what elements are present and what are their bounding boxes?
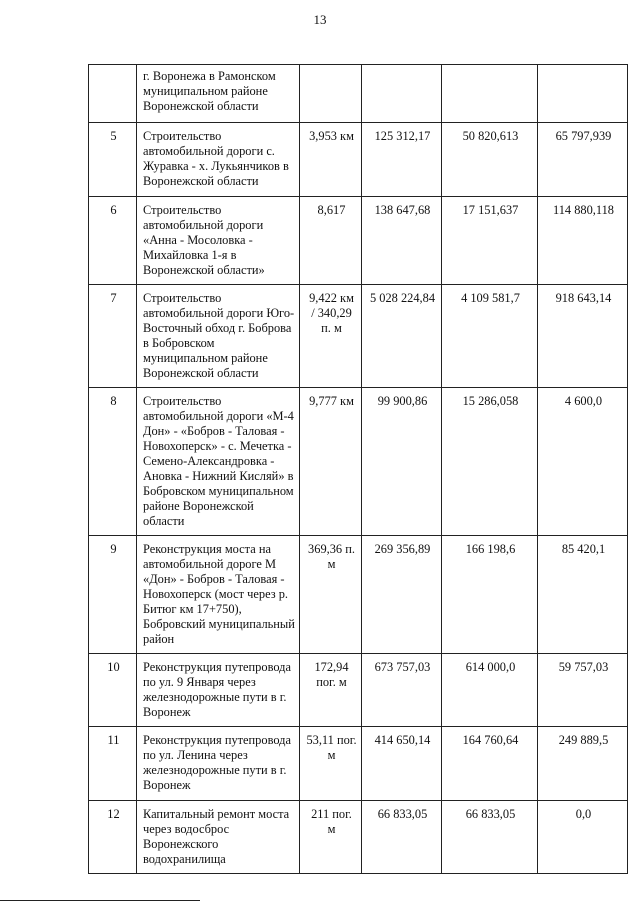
page-number: 13 bbox=[313, 12, 327, 27]
total-cost: 138 647,68 bbox=[362, 197, 442, 285]
table-row bbox=[89, 654, 628, 727]
table-row bbox=[89, 197, 628, 285]
table-row bbox=[89, 285, 628, 388]
object-name: Реконструкция путепровода по ул. Ленина через железнодорожные пути в г. Воронеж bbox=[137, 727, 300, 801]
total-cost: 673 757,03 bbox=[362, 654, 442, 727]
cost-part-b: 59 757,03 bbox=[538, 654, 628, 727]
cost-part-a: 15 286,058 bbox=[442, 388, 538, 536]
cost-part-a: 4 109 581,7 bbox=[442, 285, 538, 388]
object-name: г. Воронежа в Рамонском муниципальном районе Воронежской области bbox=[137, 65, 300, 123]
total-cost: 99 900,86 bbox=[362, 388, 442, 536]
total-cost: 269 356,89 bbox=[362, 536, 442, 654]
cost-part-b: 114 880,118 bbox=[538, 197, 628, 285]
object-volume: 9,422 км / 340,29 п. м bbox=[300, 285, 362, 388]
object-name: Строительство автомобильной дороги с. Журавка - х. Лукьянчиков в Воронежской области bbox=[137, 123, 300, 197]
row-number: 11 bbox=[89, 727, 137, 801]
table-row bbox=[89, 727, 628, 801]
object-name: Реконструкция путепровода по ул. 9 Января через железнодорожные пути в г. Воронеж bbox=[137, 654, 300, 727]
object-name: Строительство автомобильной дороги «М-4 Дон» - «Бобров - Таловая - Новохоперск» - с. Мечетка - Семено-Александровка - Ановка - Нижний Кисляй» в Бобровском муниципальном районе Воронежской области bbox=[137, 388, 300, 536]
table-row bbox=[89, 388, 628, 536]
cost-part-a bbox=[442, 65, 538, 123]
row-number bbox=[89, 65, 137, 123]
row-number: 9 bbox=[89, 536, 137, 654]
object-volume: 369,36 п. м bbox=[300, 536, 362, 654]
cost-part-b: 65 797,939 bbox=[538, 123, 628, 197]
row-number: 8 bbox=[89, 388, 137, 536]
object-volume bbox=[300, 65, 362, 123]
object-name: Реконструкция моста на автомобильной дороге М «Дон» - Бобров - Таловая - Новохоперск (мост через р. Битюг км 17+750), Бобровский муниципальный район bbox=[137, 536, 300, 654]
cost-part-b bbox=[538, 65, 628, 123]
row-number: 10 bbox=[89, 654, 137, 727]
total-cost bbox=[362, 65, 442, 123]
row-number: 12 bbox=[89, 801, 137, 874]
total-cost: 125 312,17 bbox=[362, 123, 442, 197]
object-name: Строительство автомобильной дороги Юго-Восточный обход г. Боброва в Бобровском муниципальном районе Воронежской области bbox=[137, 285, 300, 388]
object-volume: 211 пог. м bbox=[300, 801, 362, 874]
cost-part-a: 166 198,6 bbox=[442, 536, 538, 654]
table-row bbox=[89, 123, 628, 197]
object-volume: 3,953 км bbox=[300, 123, 362, 197]
cost-part-b: 918 643,14 bbox=[538, 285, 628, 388]
total-cost: 414 650,14 bbox=[362, 727, 442, 801]
cost-part-a: 50 820,613 bbox=[442, 123, 538, 197]
total-cost: 66 833,05 bbox=[362, 801, 442, 874]
row-number: 5 bbox=[89, 123, 137, 197]
table-row bbox=[89, 65, 628, 123]
object-name: Капитальный ремонт моста через водосброс Воронежского водохранилища bbox=[137, 801, 300, 874]
object-volume: 172,94 пог. м bbox=[300, 654, 362, 727]
object-volume: 9,777 км bbox=[300, 388, 362, 536]
cost-part-a: 17 151,637 bbox=[442, 197, 538, 285]
object-name: Строительство автомобильной дороги «Анна - Мосоловка - Михайловка 1-я в Воронежской области» bbox=[137, 197, 300, 285]
cost-part-b: 85 420,1 bbox=[538, 536, 628, 654]
objects-table bbox=[88, 64, 628, 874]
cost-part-a: 66 833,05 bbox=[442, 801, 538, 874]
object-volume: 8,617 bbox=[300, 197, 362, 285]
total-cost: 5 028 224,84 bbox=[362, 285, 442, 388]
cost-part-a: 164 760,64 bbox=[442, 727, 538, 801]
footnote-separator bbox=[0, 900, 200, 901]
row-number: 6 bbox=[89, 197, 137, 285]
table-row bbox=[89, 801, 628, 874]
cost-part-b: 249 889,5 bbox=[538, 727, 628, 801]
object-volume: 53,11 пог. м bbox=[300, 727, 362, 801]
cost-part-b: 4 600,0 bbox=[538, 388, 628, 536]
row-number: 7 bbox=[89, 285, 137, 388]
cost-part-a: 614 000,0 bbox=[442, 654, 538, 727]
table-row bbox=[89, 536, 628, 654]
cost-part-b: 0,0 bbox=[538, 801, 628, 874]
